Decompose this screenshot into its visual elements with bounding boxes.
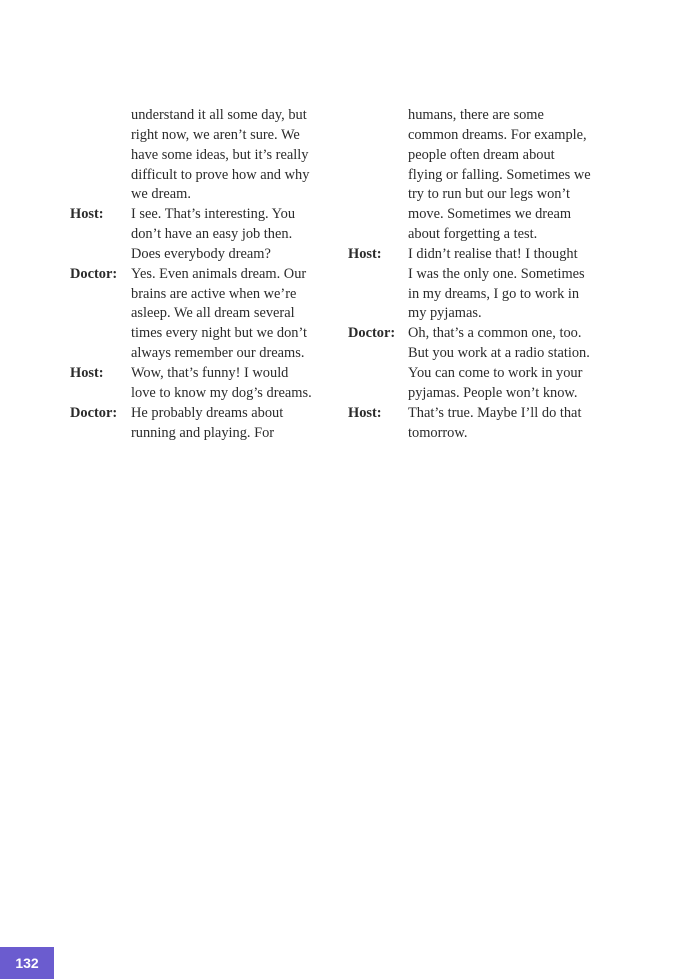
- dialogue-turn: [348, 324, 618, 403]
- speaker-label: Host:: [348, 245, 382, 262]
- dialogue-text: He probably dreams about running and playing. For: [131, 404, 284, 441]
- dialogue-turn: [70, 364, 340, 404]
- dialogue-text: humans, there are some common dreams. For example, people often dream about flying or falling. Sometimes we try to run but our legs won’t move. Sometimes we dream about forgetting a test.: [408, 107, 591, 243]
- dialogue-turn: [70, 265, 340, 364]
- speaker-label: Host:: [70, 206, 104, 223]
- speaker-label: Host:: [348, 404, 382, 421]
- dialogue-turn: [348, 106, 618, 245]
- dialogue-text: understand it all some day, but right now, we aren’t sure. We have some ideas, but it’s really difficult to prove how and why we dream.: [131, 107, 310, 203]
- speaker-label: Doctor:: [70, 265, 118, 282]
- dialogue-turn: [348, 404, 618, 444]
- dialogue-text: I didn’t realise that! I thought I was the only one. Sometimes in my dreams, I go to work in my pyjamas.: [408, 245, 585, 322]
- speaker-label: Doctor:: [348, 325, 396, 342]
- dialogue-text: I see. That’s interesting. You don’t have an easy job then. Does everybody dream?: [131, 206, 296, 262]
- dialogue-text: That’s true. Maybe I’ll do that tomorrow.: [408, 404, 582, 441]
- speaker-label: [348, 106, 408, 245]
- speaker-label: [70, 106, 131, 205]
- dialogue-turn: [348, 245, 618, 324]
- dialogue-turn: [70, 404, 340, 444]
- dialogue-turn: [70, 205, 340, 265]
- right-column: [348, 106, 618, 443]
- dialogue-turn: [70, 106, 340, 205]
- dialogue-text: Oh, that’s a common one, too. But you work at a radio station. You can come to work in your pyjamas. People won’t know.: [408, 325, 590, 401]
- speaker-label: Host:: [70, 364, 104, 381]
- speaker-label: Doctor:: [70, 404, 118, 421]
- dialogue-text: Wow, that’s funny! I would love to know my dog’s dreams.: [131, 364, 312, 401]
- dialogue-text: Yes. Even animals dream. Our brains are active when we’re asleep. We all dream several times every night but we don’t always remember our dreams.: [131, 265, 307, 362]
- left-column: [70, 106, 340, 443]
- page-number: 132: [0, 947, 54, 979]
